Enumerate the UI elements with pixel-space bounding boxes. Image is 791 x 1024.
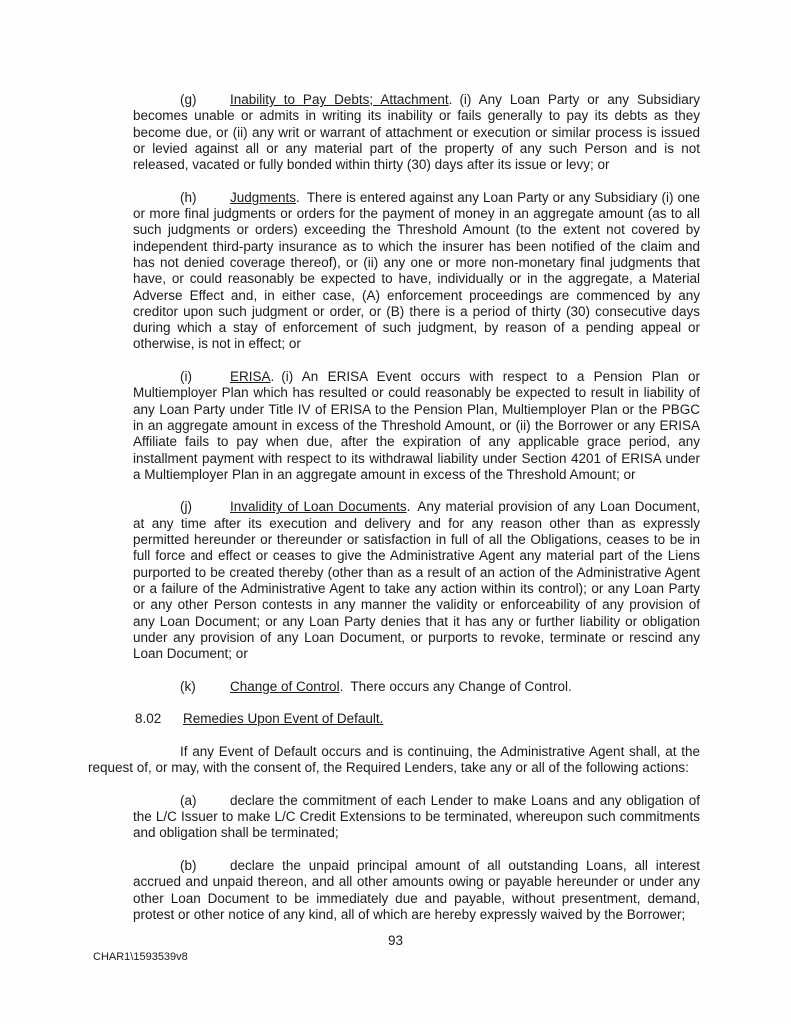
section-title: Remedies Upon Event of Default. [183, 711, 384, 727]
clause-i [133, 369, 700, 483]
action-b-label: (b) [180, 857, 197, 873]
action-a-label: (a) [180, 792, 197, 808]
clause-g [133, 92, 700, 173]
heading-period: . [270, 369, 275, 385]
heading-period: . [448, 92, 453, 107]
heading-period: . [296, 189, 300, 205]
document-body [88, 92, 701, 939]
section-heading-8-02 [133, 711, 700, 727]
document-id-stamp: CHAR1\1593539v8 [93, 951, 188, 963]
page-number: 93 [387, 933, 404, 948]
heading-period: . [339, 678, 344, 694]
action-a-text: declare the commitment of each Lender to make Loans and any obligation of the L/C Issuer to make L/C Credit Extensions to be terminated, whereupon such commitments and obligation shall be terminated; [133, 792, 700, 841]
clause-g-label: (g) [180, 92, 197, 107]
clause-i-heading: ERISA [230, 369, 271, 385]
intro-paragraph: If any Event of Default occurs and is continuing, the Administrative Agent shall, at the request of, or may, with the consent of, the Required Lenders, take any or all of the following actions: [88, 743, 700, 776]
clause-g-text: (i) Any Loan Party or any Subsidiary becomes unable or admits in writing its inability or fails generally to pay its debts as they become due, or (ii) any writ or warrant of attachment or execution or similar process is issued or levied against all or any material part of the property of any such Person and is not released, vacated or fully bonded within thirty (30) days after its issue or levy; or [133, 92, 701, 173]
clause-k-text: There occurs any Change of Control. [350, 678, 572, 694]
action-b [133, 858, 700, 923]
action-a [133, 793, 700, 842]
clause-g-heading: Inability to Pay Debts; Attachment [230, 92, 449, 107]
clause-k-heading: Change of Control [230, 678, 340, 694]
clause-i-text: (i) An ERISA Event occurs with respect to a Pension Plan or Multiemployer Plan which has resulted or could reasonably be expected to result in liability of any Loan Party under Title IV of ERISA to the Pension Plan, Multiemployer Plan or the PBGC in an aggregate amount in excess of the Threshold Amount, or (ii) the Borrower or any ERISA Affiliate fails to pay when due, after the expiration of any applicable grace period, any installment payment with respect to its withdrawal liability under Section 4201 of ERISA under a Multiemployer Plan in an aggregate amount in excess of the Threshold Amount; or [133, 369, 700, 482]
clause-j-heading: Invalidity of Loan Documents [230, 499, 407, 515]
heading-period: . [406, 499, 411, 515]
clause-j [133, 499, 700, 662]
clause-h-heading: Judgments [230, 189, 297, 205]
clause-k [133, 679, 700, 695]
clause-i-label: (i) [180, 369, 192, 385]
section-number: 8.02 [135, 711, 162, 727]
clause-h-text: There is entered against any Loan Party or any Subsidiary (i) one or more final judgments or orders for the payment of money in an aggregate amount (as to all such judgments or orders) exceeding the Threshold Amount (to the extent not covered by independent third-party insurance as to which the insurer has been notified of the claim and has not denied coverage thereof), or (ii) any one or more non-monetary final judgments that have, or could reasonably be expected to have, individually or in the aggregate, a Material Adverse Effect and, in either case, (A) enforcement proceedings are commenced by any creditor upon such judgment or order, or (B) there is a period of thirty (30) consecutive days during which a stay of enforcement of such judgment, by reason of a pending appeal or otherwise, is not in effect; or [133, 189, 700, 352]
clause-j-text: Any material provision of any Loan Document, at any time after its execution and delivery and for any reason other than as expressly permitted hereunder or thereunder or satisfaction in full of all the Obligations, ceases to be in full force and effect or ceases to give the Administrative Agent any material part of the Liens purported to be created thereby (other than as a result of an action of the Administrative Agent or a failure of the Administrative Agent to take any action within its control); or any Loan Party or any other Person contests in any manner the validity or enforceability of any provision of any Loan Document; or any Loan Party denies that it has any or further liability or obligation under any provision of any Loan Document, or purports to revoke, terminate or rescind any Loan Document; or [133, 499, 700, 662]
clause-h-label: (h) [180, 189, 197, 205]
clause-h [133, 190, 700, 353]
action-b-text: declare the unpaid principal amount of all outstanding Loans, all interest accrued and unpaid thereon, and all other amounts owing or payable hereunder or under any other Loan Document to be immediately due and payable, without presentment, demand, protest or other notice of any kind, all of which are hereby expressly waived by the Borrower; [133, 857, 700, 922]
clause-k-label: (k) [180, 678, 196, 694]
clause-j-label: (j) [180, 499, 192, 515]
